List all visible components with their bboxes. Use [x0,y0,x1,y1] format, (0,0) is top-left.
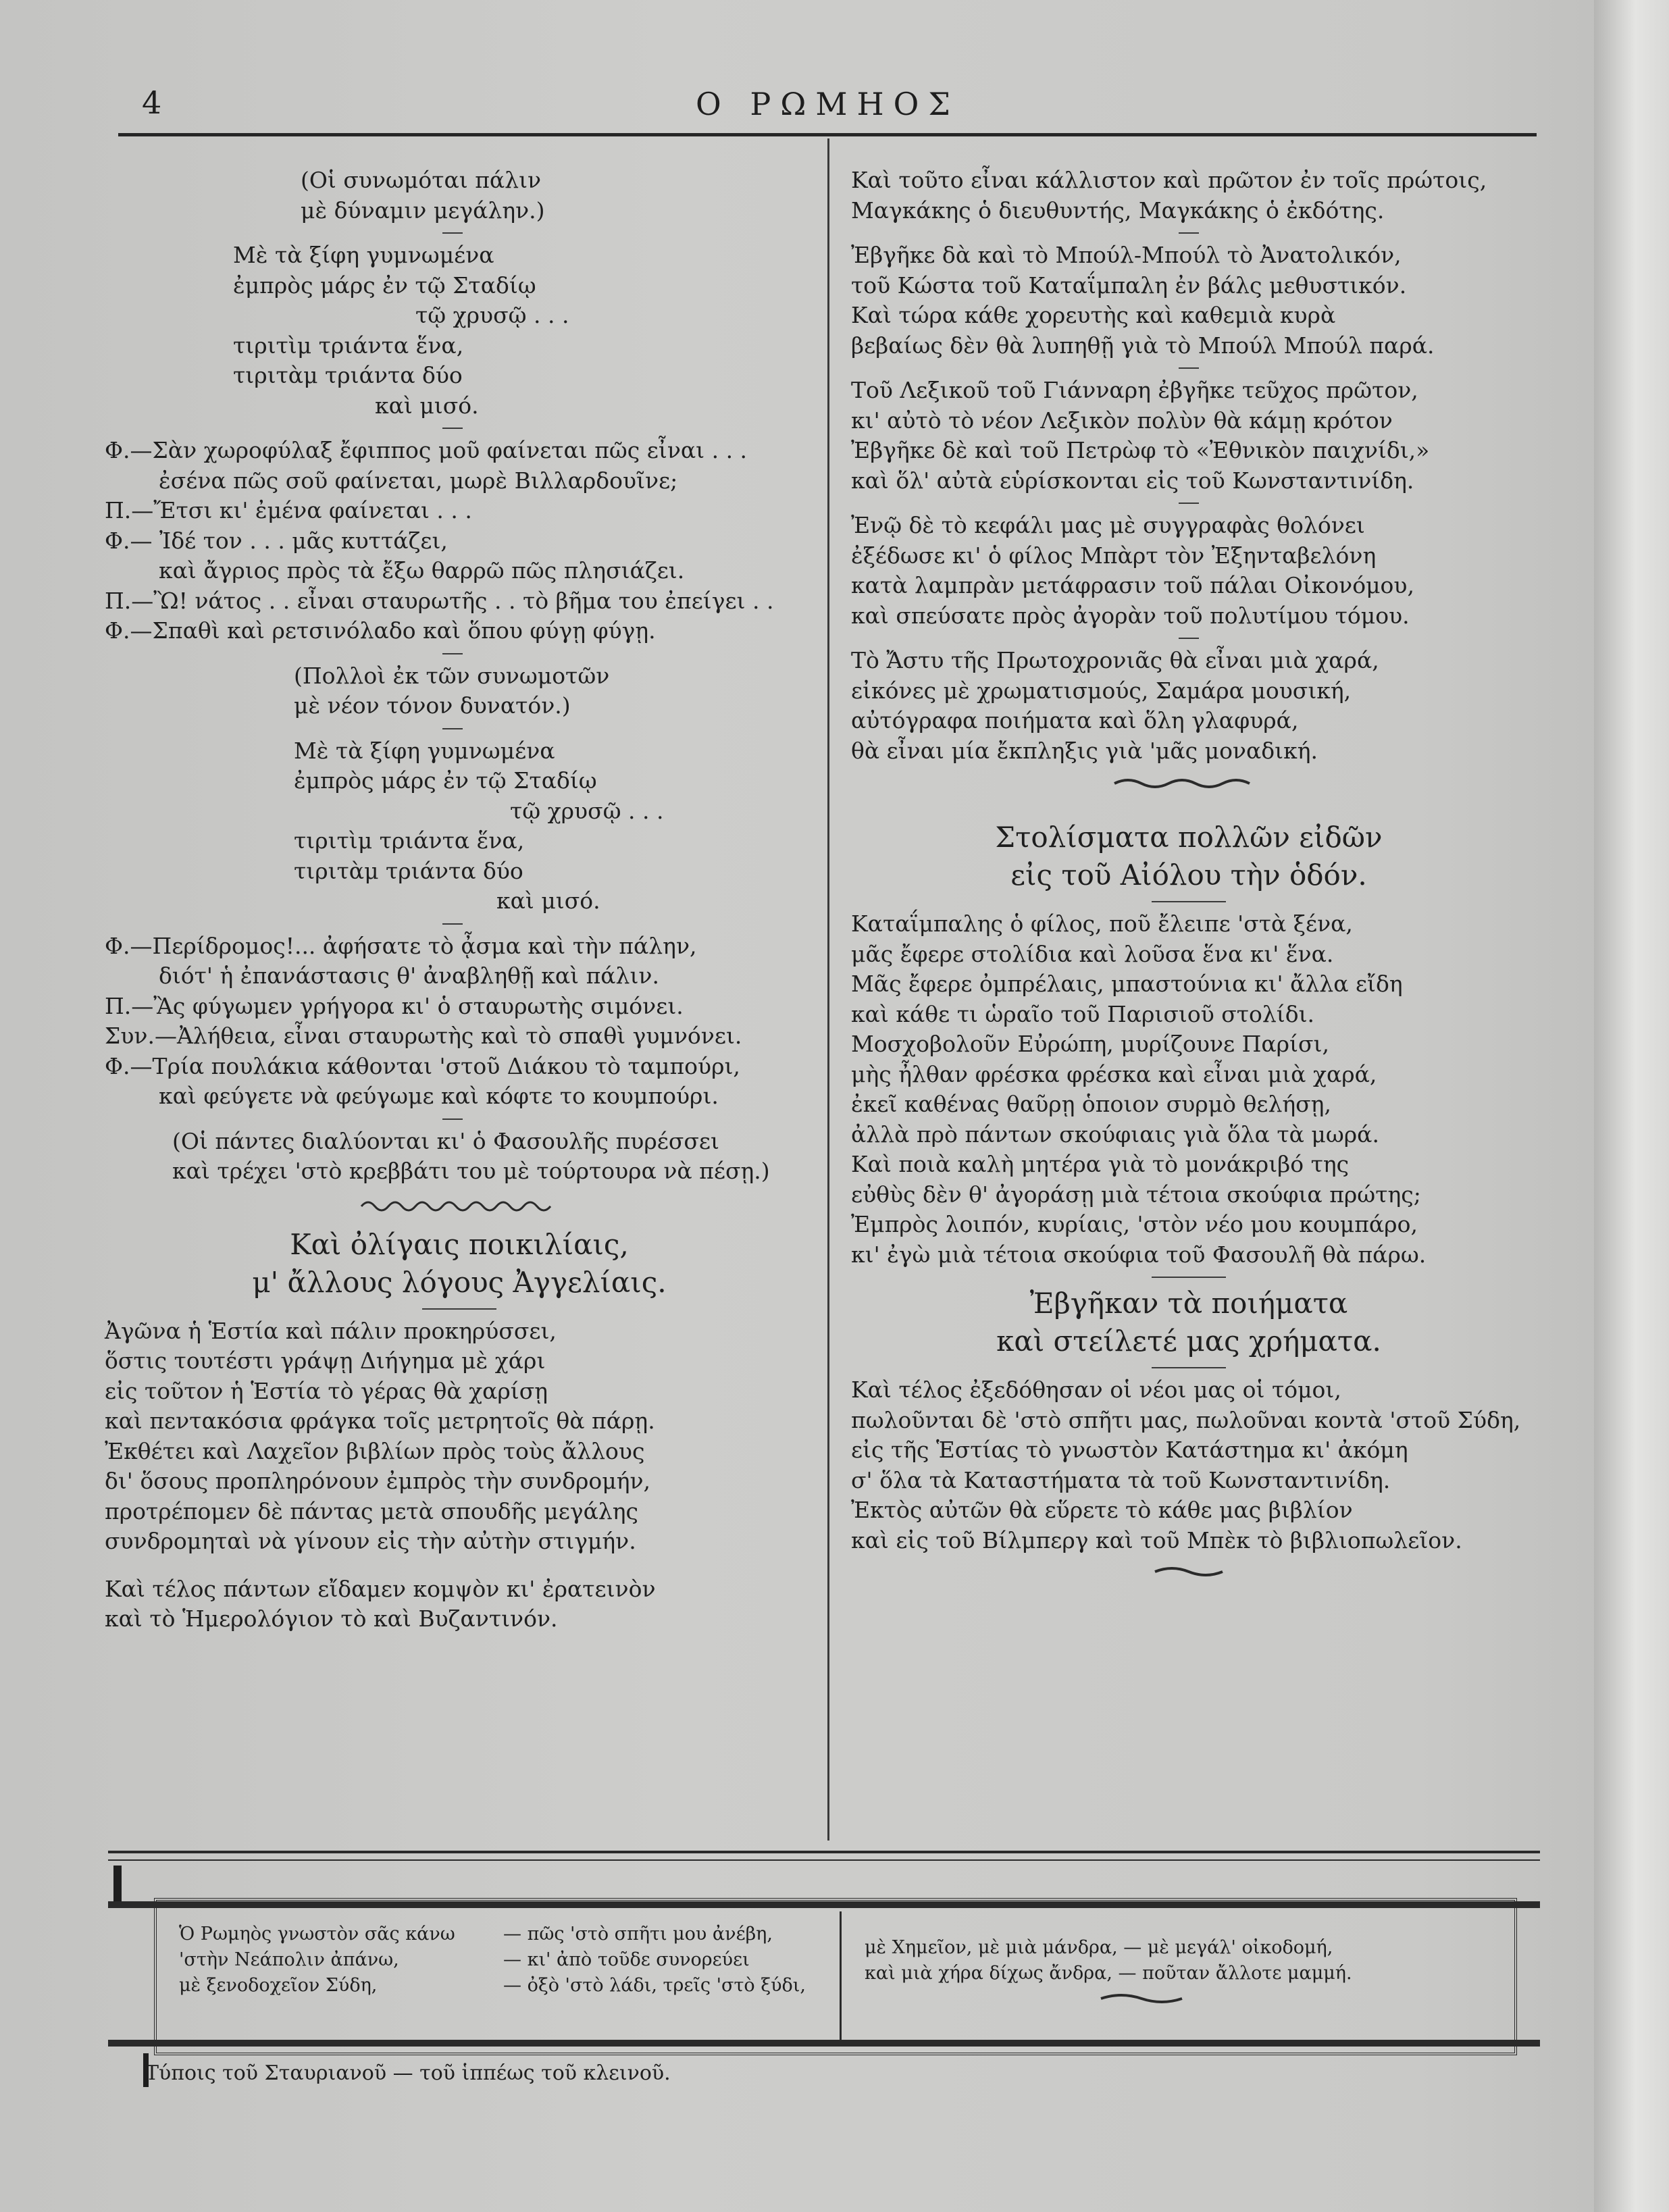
dialogue-line: Φ.—Σὰν χωροφύλαξ ἔφιππος μοῦ φαίνεται πῶς εἶναι . . . [105,437,748,463]
text-line: βεβαίως δὲν θὰ λυπηθῇ γιὰ τὸ Μπούλ Μπούλ παρά. [851,332,1435,359]
text-line: ἀλλὰ πρὸ πάντων σκούφιαις γιὰ ὅλα τὰ μωρά. [851,1121,1379,1148]
text-line: Τοῦ Λεξικοῦ τοῦ Γιάνναρη ἐβγῆκε τεῦχος πρῶτον, [851,377,1418,403]
separator-dash [442,923,463,925]
text-line: Μᾶς ἔφερε ὀμπρέλαις, μπαστούνια κι' ἄλλα εἴδη [851,971,1403,997]
ad-verse-left [179,1922,455,1999]
text-line: (Πολλοὶ ἐκ τῶν συνωμοτῶν [294,662,610,689]
paragraph [851,1375,1526,1555]
text-line: ὅστις τουτέστι γράψῃ Διήγημα μὲ χάρι [105,1347,546,1374]
text-line: — κι' ἀπὸ τοῦδε συνορεύει [503,1949,750,1970]
text-line: θὰ εἶναι μία ἔκπληξις γιὰ 'μᾶς μοναδική. [851,737,1318,764]
text-line: Ἐβγῆκε δὲ καὶ τοῦ Πετρὼφ τὸ «Ἐθνικὸν παιχνίδι,» [851,437,1430,463]
header-rule [118,133,1537,136]
verse-line: τῷ χρυσῷ . . . [510,797,664,824]
section-heading [105,1226,814,1302]
song-verse [105,240,814,421]
separator-dash [1179,367,1199,369]
footer-rule [108,1851,1540,1853]
text-line: εἰς τῆς Ἑστίας τὸ γνωστὸν Κατάστημα κι' ἀκόμη [851,1437,1408,1463]
text-line: κι' ἐγὼ μιὰ τέτοια σκούφια τοῦ Φασουλῆ θὰ πάρω. [851,1241,1427,1268]
text-line: Καὶ ποιὰ καλὴ μητέρα γιὰ τὸ μονάκριβό της [851,1151,1350,1177]
verse-line: τῷ χρυσῷ . . . [415,302,569,328]
dialogue-line: Φ.—Τρία πουλάκια κάθονται 'στοῦ Διάκου τὸ ταμπούρι, [105,1052,740,1079]
text-line: Καὶ τέλος πάντων εἴδαμεν κομψὸν κι' ἐρατεινὸν [105,1575,656,1602]
ornament [1148,1565,1229,1578]
text-line: μὴς ἦλθαν φρέσκα φρέσκα καὶ εἶναι μιὰ χαρά, [851,1060,1377,1087]
text-line: μὲ δύναμιν μεγάλην.) [301,197,545,224]
song-verse [105,736,814,917]
text-line: ἐξέδωσε κι' ὁ φίλος Μπὰρτ τὸν Ἐξηνταβελόνη [851,542,1377,569]
announcement [105,1574,814,1635]
text-line: σ' ὅλα τὰ Καταστήματα τὰ τοῦ Κωνσταντινίδη. [851,1466,1391,1493]
verse-line: Μὲ τὰ ξίφη γυμνωμένα [294,737,555,764]
text-line: εἰς τοῦτον ἡ Ἑστία τὸ γέρας θὰ χαρίσῃ [105,1377,548,1404]
text-line: Μοσχοβολοῦν Εὐρώπη, μυρίζουνε Παρίσι, [851,1031,1329,1057]
dialogue-line: Φ.—Σπαθὶ καὶ ρετσινόλαδο καὶ ὅπου φύγῃ φύγῃ. [105,617,656,644]
text-line: Ἐβγῆκε δὰ καὶ τὸ Μπούλ-Μπούλ τὸ Ἀνατολικόν, [851,242,1402,268]
text-line: καὶ τὸ Ἡμερολόγιον τὸ καὶ Βυζαντινόν. [105,1605,558,1632]
dialogue-line: καὶ ἄγριος πρὸς τὰ ἔξω θαρρῶ πῶς πλησιάζει. [159,557,685,584]
ad-verse-left-continued [503,1922,806,1999]
text-line: καὶ ὅλ' αὐτὰ εὑρίσκονται εἰς τοῦ Κωνσταντινίδη. [851,467,1414,494]
verse-line: Μὲ τὰ ξίφη γυμνωμένα [233,242,494,268]
section-heading [851,1285,1526,1360]
text-line: αὐτόγραφα ποιήματα καὶ ὅλη γλαφυρά, [851,707,1299,734]
text-line: κι' αὐτὸ τὸ νέον Λεξικὸν πολὺν θὰ κάμῃ κρότον [851,407,1393,434]
text-line: Ὁ Ρωμηὸς γνωστὸν σᾶς κάνω [179,1924,455,1945]
separator-dash [442,653,463,654]
text-line: δι' ὅσους προπληρόνουν ἐμπρὸς τὴν συνδρομήν, [105,1468,651,1494]
section-heading [851,819,1526,894]
separator-rule [1152,1277,1226,1278]
ad-verse-right [865,1935,1352,2005]
text-line: Καὶ τοῦτο εἶναι κάλλιστον καὶ πρῶτον ἐν τοῖς πρώτοις, [851,167,1487,193]
text-line: καὶ τρέχει 'στὸ κρεββάτι του μὲ τούρτουρα νὰ πέσῃ.) [172,1158,770,1184]
stage-direction [105,1127,814,1187]
verse-line: ἐμπρὸς μάρς ἐν τῷ Σταδίῳ [233,272,536,299]
dialogue-line: Συν.—Ἀλήθεια, εἶναι σταυρωτὴς καὶ τὸ σπαθὶ γυμνόνει. [105,1023,742,1049]
left-column [105,165,814,1635]
text-line: 'στὴν Νεάπολιν ἀπάνω, [179,1949,399,1970]
verse-line: καὶ μισό. [375,392,479,419]
masthead-title: Ο ΡΩΜΗΟΣ [696,86,960,122]
dialogue-line: Π.—Ἂς φύγωμεν γρήγορα κι' ὁ σταυρωτὴς σιμόνει. [105,992,684,1019]
text-line: καὶ εἰς τοῦ Βίλμπεργ καὶ τοῦ Μπὲκ τὸ βιβλιοπωλεῖον. [851,1526,1462,1553]
text-line: Ἐνῷ δὲ τὸ κεφάλι μας μὲ συγγραφὰς θολόνει [851,512,1365,538]
separator-rule [1152,901,1226,902]
heading-line: Καὶ ὀλίγαις ποικιλίαις, [290,1227,629,1261]
text-line: Καὶ τέλος ἐξεδόθησαν οἱ νέοι μας οἱ τόμοι, [851,1377,1341,1403]
text-line: Ἐμπρὸς λοιπόν, κυρίαις, 'στὸν νέο μου κουμπάρο, [851,1211,1418,1237]
text-line: καὶ κάθε τι ὡραῖο τοῦ Παρισιοῦ στολίδι. [851,1000,1315,1027]
separator-dash [442,728,463,729]
verse-line: καὶ μισό. [496,888,600,914]
text-line: μὲ ξενοδοχεῖον Σύδη, [179,1975,378,1996]
text-line: εὐθὺς δὲν θ' ἀγοράσῃ μιὰ τέτοια σκούφια πρώτης; [851,1181,1421,1208]
text-line: καὶ μιὰ χήρα δίχως ἄνδρα, — ποῦταν ἄλλοτε μαμμή. [865,1963,1352,1984]
text-line: (Οἱ συνωμόται πάλιν [301,167,542,193]
page-number: 4 [142,84,162,121]
separator-dash [442,428,463,429]
text-line: συνδρομηταὶ νὰ γίνουν εἰς τὴν αὐτὴν στιγμήν. [105,1528,636,1554]
ornament [1094,1992,1189,2005]
page-edge [1594,0,1669,2212]
verse-line: τιριτὶμ τριάντα ἕνα, [294,827,525,854]
dialogue-line: Φ.—Περίδρομος!... ἀφήσατε τὸ ᾆσμα καὶ τὴν πάλην, [105,932,697,959]
heading-line: εἰς τοῦ Αἰόλου τὴν ὁδόν. [1010,858,1367,892]
paragraph [851,376,1526,496]
heading-line: μ' ἄλλους λόγους Ἀγγελίαις. [252,1265,667,1299]
dialogue [105,436,814,646]
paragraph [851,511,1526,631]
dialogue-line: διότ' ἡ ἐπανάστασις θ' ἀναβληθῇ καὶ πάλιν. [159,962,659,989]
text-line: — πῶς 'στὸ σπῆτι μου ἀνέβη, [503,1924,773,1945]
text-line: κατὰ λαμπρὰν μετάφρασιν τοῦ πάλαι Οἰκονόμου, [851,572,1414,598]
dialogue-line: Φ.— Ἰδέ τον . . . μᾶς κυττάζει, [105,527,448,554]
text-line: μὲ Χημεῖον, μὲ μιὰ μάνδρα, — μὲ μεγάλ' οἰκοδομή, [865,1937,1333,1958]
text-line: Ἐκθέτει καὶ Λαχεῖον βιβλίων πρὸς τοὺς ἄλλους [105,1437,645,1464]
rule-mark [113,1866,122,1906]
separator-dash [1179,503,1199,504]
paragraph [851,646,1526,766]
separator-dash [1179,232,1199,234]
paragraph [851,909,1526,1270]
text-line: τοῦ Κώστα τοῦ Καταΐμπαλη ἐν βάλς μεθυστικόν. [851,272,1407,299]
stage-direction [105,661,814,721]
text-line: Καταΐμπαλης ὁ φίλος, ποῦ ἔλειπε 'στὰ ξένα, [851,910,1353,937]
verse-line: τιριτὰμ τριάντα δύο [233,362,463,388]
paragraph [851,240,1526,361]
separator-rule [422,1308,496,1310]
separator-rule [1152,1367,1226,1368]
heading-line: καὶ στείλετέ μας χρήματα. [996,1324,1381,1358]
dialogue [105,931,814,1112]
text-line: Καὶ τώρα κάθε χορευτὴς καὶ καθεμιὰ κυρὰ [851,302,1336,328]
printer-imprint: Τύποις τοῦ Σταυριανοῦ — τοῦ ἱππέως τοῦ κλεινοῦ. [145,2061,671,2085]
text-line: Τὸ Ἄστυ τῆς Πρωτοχρονιᾶς θὰ εἶναι μιὰ χαρά, [851,647,1379,673]
separator-dash [442,232,463,234]
heading-line: Ἐβγῆκαν τὰ ποιήματα [1029,1287,1348,1320]
text-line: πωλοῦνται δὲ 'στὸ σπῆτι μας, πωλοῦναι κοντὰ 'στοῦ Σύδη, [851,1406,1521,1433]
dialogue-line: ἐσένα πῶς σοῦ φαίνεται, μωρὲ Βιλλαρδουῖνε; [159,467,678,494]
separator-dash [1179,638,1199,639]
text-line: καὶ σπεύσατε πρὸς ἀγορὰν τοῦ πολυτίμου τόμου. [851,602,1410,629]
ad-frame-bar [108,2040,1540,2047]
stage-direction [105,165,814,226]
page-header [115,78,1533,142]
text-line: ἐκεῖ καθένας θαῦρῃ ὁποιον συρμὸ θελήσῃ, [851,1091,1331,1117]
right-column [851,165,1526,1588]
heading-line: Στολίσματα πολλῶν εἰδῶν [995,821,1383,854]
ornament [1108,775,1270,792]
text-line: Ἐκτὸς αὐτῶν θὰ εὕρετε τὸ κάθε μας βιβλίον [851,1497,1353,1523]
text-line: Ἀγῶνα ἡ Ἑστία καὶ πάλιν προκηρύσσει, [105,1317,557,1344]
text-line: προτρέπομεν δὲ πάντας μετὰ σπουδῆς μεγάλης [105,1497,639,1524]
announcement [105,1316,814,1557]
footer-rule [108,1859,1540,1861]
verse-line: ἐμπρὸς μάρς ἐν τῷ Σταδίῳ [294,767,597,794]
text-line: εἰκόνες μὲ χρωματισμούς, Σαμάρα μουσική, [851,677,1352,704]
text-line: (Οἱ πάντες διαλύονται κι' ὁ Φασουλῆς πυρέσσει [172,1127,719,1154]
dialogue-line: Π.—Ὢ! νάτος . . εἶναι σταυρωτῆς . . τὸ βῆμα του ἐπείγει . . [105,587,774,614]
dialogue-line: καὶ φεύγετε νὰ φεύγωμε καὶ κόφτε το κουμπούρι. [159,1083,719,1109]
text-line: καὶ πεντακόσια φράγκα τοῖς μετρητοῖς θὰ πάρῃ. [105,1408,655,1434]
separator-dash [442,1118,463,1120]
wave-ornament [358,1196,561,1216]
verse-line: τιριτὶμ τριάντα ἕνα, [233,332,464,359]
text-line: μᾶς ἔφερε στολίδια καὶ λοῦσα ἕνα κι' ἕνα. [851,940,1334,967]
paragraph [851,165,1526,226]
text-line: — ὀξὸ 'στὸ λάδι, τρεῖς 'στὸ ξύδι, [503,1975,806,1996]
column-divider [827,138,829,1841]
text-line: μὲ νέον τόνον δυνατόν.) [294,692,571,719]
text-line: Μαγκάκης ὁ διευθυντής, Μαγκάκης ὁ ἐκδότης. [851,197,1385,224]
verse-line: τιριτὰμ τριάντα δύο [294,857,523,884]
ad-divider [840,1911,842,2040]
dialogue-line: Π.—Ἔτσι κι' ἐμένα φαίνεται . . . [105,497,472,523]
